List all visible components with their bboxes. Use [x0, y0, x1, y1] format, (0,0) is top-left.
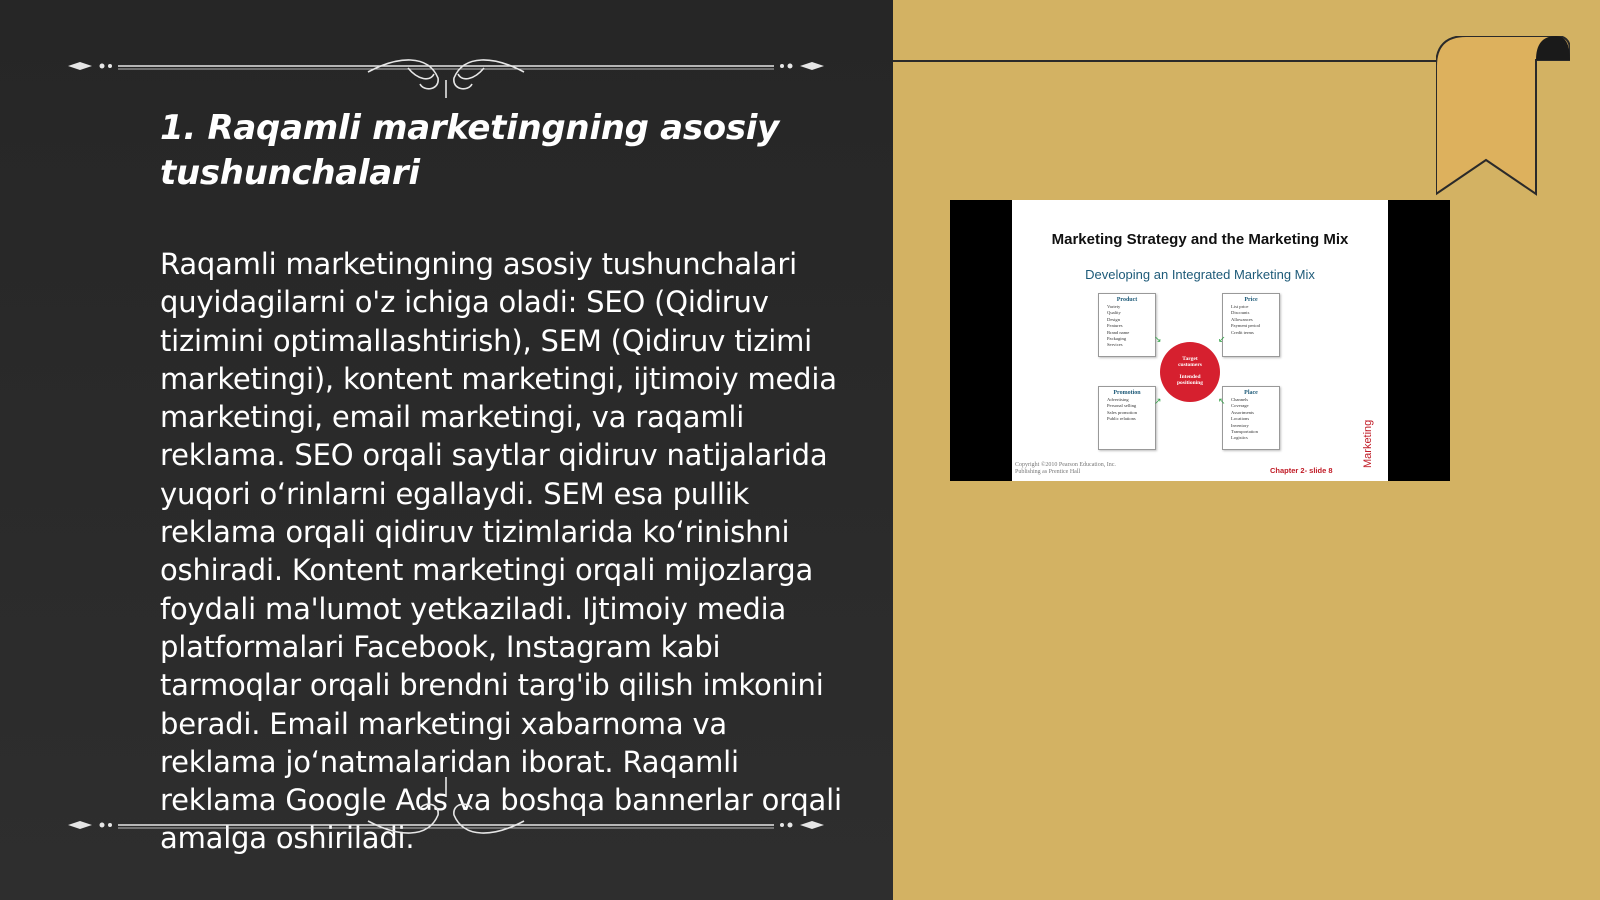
price-box: [1222, 293, 1280, 357]
embedded-slide-title: Marketing Strategy and the Marketing Mix: [1051, 231, 1349, 248]
place-box-item: Transportation: [1231, 429, 1258, 435]
place-box-item: Coverage: [1231, 403, 1249, 409]
embedded-slide-image: [950, 200, 1450, 481]
price-box-item: Discounts: [1231, 310, 1250, 316]
embedded-slide: [1012, 200, 1388, 481]
product-box-item: Variety: [1107, 304, 1121, 309]
target-customers-circle: [1160, 342, 1220, 402]
copyright-line: Copyright ©2010 Pearson Education, Inc.: [1015, 462, 1116, 468]
marketing-logo-text: Marketing: [1362, 419, 1374, 468]
target-label: Intended: [1179, 374, 1201, 380]
place-box-item: Logistics: [1231, 435, 1248, 441]
place-box-title: Place: [1244, 390, 1258, 396]
product-box-item: Quality: [1107, 310, 1121, 316]
price-box-item: Payment period: [1231, 323, 1260, 329]
arrow-icon: ↘: [1154, 335, 1162, 345]
target-label: Target: [1182, 356, 1198, 362]
copyright-notice: [1015, 462, 1116, 476]
product-box-title: Product: [1116, 297, 1138, 303]
arrow-icon: ↖: [1218, 397, 1226, 407]
target-label: positioning: [1177, 380, 1203, 386]
horizontal-rule: [893, 60, 1438, 62]
product-box-item: Design: [1107, 316, 1121, 322]
promotion-box-item: Personal selling: [1107, 403, 1137, 409]
bookmark-ribbon: [1436, 36, 1570, 198]
promotion-box-title: Promotion: [1113, 390, 1141, 396]
price-box-item: Credit terms: [1231, 329, 1254, 335]
product-box-item: Packaging: [1107, 336, 1127, 342]
top-ornament-divider: [68, 38, 824, 98]
product-box-item: Brand name: [1107, 329, 1130, 335]
target-label: customers: [1178, 362, 1202, 368]
price-box-title: Price: [1244, 297, 1258, 303]
slide-body-text: Raqamli marketingning asosiy tushunchalari quyidagilarni o'z ichiga oladi: SEO (Qidiruv tizimini optimallashtirish), SEM (Qidiruv tizimi marketingi), kontent marketingi, ijtimoiy media marketingi, email marketingi, va raqamli reklama. SEO orqali saytlar qidiruv natijalarida yuqori o‘rinlarni egallaydi. SEM esa pullik reklama orqali qidiruv tizimlarida ko‘rinishni oshiradi. Kontent marketingi orqali mijozlarga foydali ma'lumot yetkaziladi. Ijtimoiy media platformalari Facebook, Instagram kabi tarmoqlar orqali brendni targ'ib qilish imkonini beradi. Email marketingi xabarnoma va reklama jo‘natmalaridan iborat. Raqamli reklama Google Ads va boshqa bannerlar orqali amalga oshiriladi.: [160, 247, 842, 856]
promotion-box-item: Advertising: [1107, 397, 1129, 402]
product-box-item: Features: [1107, 323, 1123, 329]
marketing-logo: [1358, 412, 1378, 472]
embedded-slide-subtitle: Developing an Integrated Marketing Mix: [1085, 267, 1315, 282]
arrow-icon: ↙: [1218, 335, 1226, 345]
promotion-box: [1098, 386, 1156, 450]
place-box: [1222, 386, 1280, 450]
promotion-box-item: Public relations: [1107, 416, 1136, 422]
promotion-box-item: Sales promotion: [1107, 409, 1137, 415]
product-box: [1098, 293, 1156, 357]
chapter-label: Chapter 2- slide 8: [1270, 466, 1333, 475]
slide-title: 1. Raqamli marketingning asosiy tushunchalari: [160, 108, 779, 193]
bottom-ornament-divider: [68, 777, 824, 837]
copyright-line: Publishing as Prentice Hall: [1015, 469, 1081, 475]
place-box-item: Inventory: [1231, 422, 1249, 428]
arrow-icon: ↗: [1154, 397, 1162, 407]
price-box-item: List price: [1231, 304, 1249, 309]
price-box-item: Allowances: [1231, 316, 1253, 322]
place-box-item: Locations: [1231, 416, 1250, 422]
place-box-item: Assortments: [1231, 409, 1254, 415]
place-box-item: Channels: [1231, 397, 1249, 402]
product-box-item: Services: [1107, 342, 1123, 348]
